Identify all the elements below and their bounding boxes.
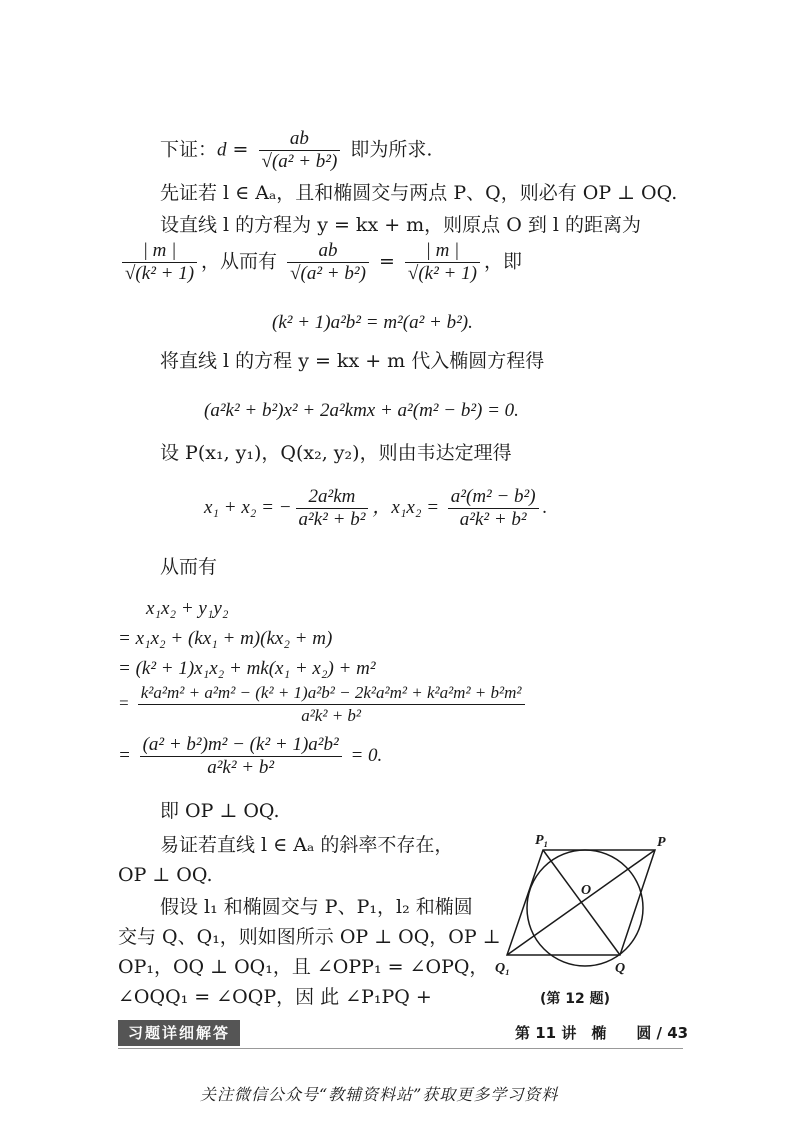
text-suffix: 即为所求.: [350, 138, 433, 161]
fraction-1: [259, 128, 341, 173]
label-q: Q: [615, 961, 626, 976]
line-8: 设 P(x₁, y₁)，Q(x₂, y₂)，则由韦达定理得: [160, 442, 512, 464]
footer-rule: [118, 1048, 683, 1049]
numerator: | m |: [405, 240, 480, 263]
derivation-5: [118, 734, 382, 779]
derivation-3: = (k² + 1)x₁x₂ + mk(x₁ + x₂) + m²: [118, 658, 376, 679]
numerator: | m |: [122, 240, 197, 263]
line-1: 下证：d = $\frac{ab}{\text{√(a² + b²)}}$ 即为所求.: [160, 128, 433, 172]
fraction-5: [296, 486, 369, 531]
text: ，x₁x₂ =: [372, 496, 440, 518]
denominator: a²k² + b²: [298, 509, 366, 530]
fraction-4: [405, 240, 480, 285]
text: ，即: [483, 250, 522, 273]
numerator: ab: [287, 240, 369, 263]
label-p: P: [657, 835, 666, 850]
denominator: a²k² + b²: [459, 509, 527, 530]
line-2: 先证若 l ∈ Aₐ，且和椭圆交与两点 P、Q，则必有 OP ⊥ OQ.: [160, 182, 678, 204]
line-12a: 易证若直线 l ∈ Aₐ 的斜率不存在，: [160, 834, 454, 856]
label-q1: Q₁: [495, 961, 510, 976]
derivation-4: [118, 682, 529, 727]
fraction-8: [140, 734, 342, 779]
line-10: 从而有: [160, 556, 218, 578]
line-12b: OP ⊥ OQ.: [118, 864, 213, 886]
text: =: [118, 693, 130, 713]
line-7: (a²k² + b²)x² + 2a²kmx + a²(m² − b²) = 0.: [204, 400, 519, 421]
denominator: √(k² + 1): [407, 263, 477, 284]
fraction-6: [448, 486, 539, 531]
line-13a: 假设 l₁ 和椭圆交与 P、P₁，l₂ 和椭圆: [160, 896, 473, 918]
label-p1: P₁: [535, 833, 549, 848]
fraction-3: [287, 240, 369, 285]
numerator: (a² + b²)m² − (k² + 1)a²b²: [140, 734, 342, 757]
numerator: 2a²km: [296, 486, 369, 509]
denominator: a²k² + b²: [301, 706, 362, 725]
line-4: $\frac{| m |}{\text{√(k² + 1)}}$ ，从而有 $\frac{ab}{\text{√(a² + b²)}}$ = $\frac{| m |}{\text{√(k² + 1)}}$ ，即: [118, 240, 522, 285]
denominator: √(a² + b²): [290, 263, 366, 284]
text: ，从而有: [201, 250, 278, 273]
line-11: 即 OP ⊥ OQ.: [160, 800, 280, 822]
numerator: a²(m² − b²): [448, 486, 539, 509]
section-badge: 习题详细解答: [118, 1020, 240, 1046]
line-13d: ∠OQQ₁ = ∠OQP，因 此 ∠P₁PQ +: [118, 986, 432, 1008]
text: x₁ + x₂ = −: [204, 496, 292, 518]
line-9: [204, 486, 547, 531]
line-3: 设直线 l 的方程为 y = kx + m，则原点 O 到 l 的距离为: [160, 214, 641, 236]
line-6: 将直线 l 的方程 y = kx + m 代入椭圆方程得: [160, 350, 545, 372]
page-footer: 第 11 讲 椭 圆 / 43: [515, 1024, 689, 1042]
line-5: (k² + 1)a²b² = m²(a² + b²).: [272, 312, 473, 333]
text: = 0.: [350, 744, 383, 766]
label-o: O: [581, 883, 592, 898]
denominator: √(k² + 1): [125, 263, 195, 284]
numerator: k²a²m² + a²m² − (k² + 1)a²b² − 2k²a²m² + k²a²m² + b²m²: [138, 682, 525, 705]
derivation-2: = x₁x₂ + (kx₁ + m)(kx₂ + m): [118, 628, 333, 649]
line-13b: 交与 Q、Q₁，则如图所示 OP ⊥ OQ，OP ⊥: [118, 926, 501, 948]
denominator: a²k² + b²: [207, 757, 275, 778]
figure-caption: (第 12 题): [540, 991, 611, 1007]
text: .: [542, 496, 548, 518]
fraction-2: [122, 240, 197, 285]
diagonal-p-q1: [507, 850, 655, 955]
text: =: [118, 744, 131, 766]
numerator: ab: [259, 128, 341, 151]
line-13c: OP₁，OQ ⊥ OQ₁，且 ∠OPP₁ = ∠OPQ，: [118, 956, 489, 978]
fraction-7: [138, 682, 525, 727]
bottom-note: 关注微信公众号“教辅资料站”获取更多学习资料: [200, 1085, 559, 1104]
denominator: √(a² + b²): [261, 151, 338, 172]
text-prefix: 下证：: [160, 138, 218, 161]
ellipse-figure: [495, 828, 685, 988]
derivation-1: x₁x₂ + y₁y₂: [146, 598, 229, 619]
